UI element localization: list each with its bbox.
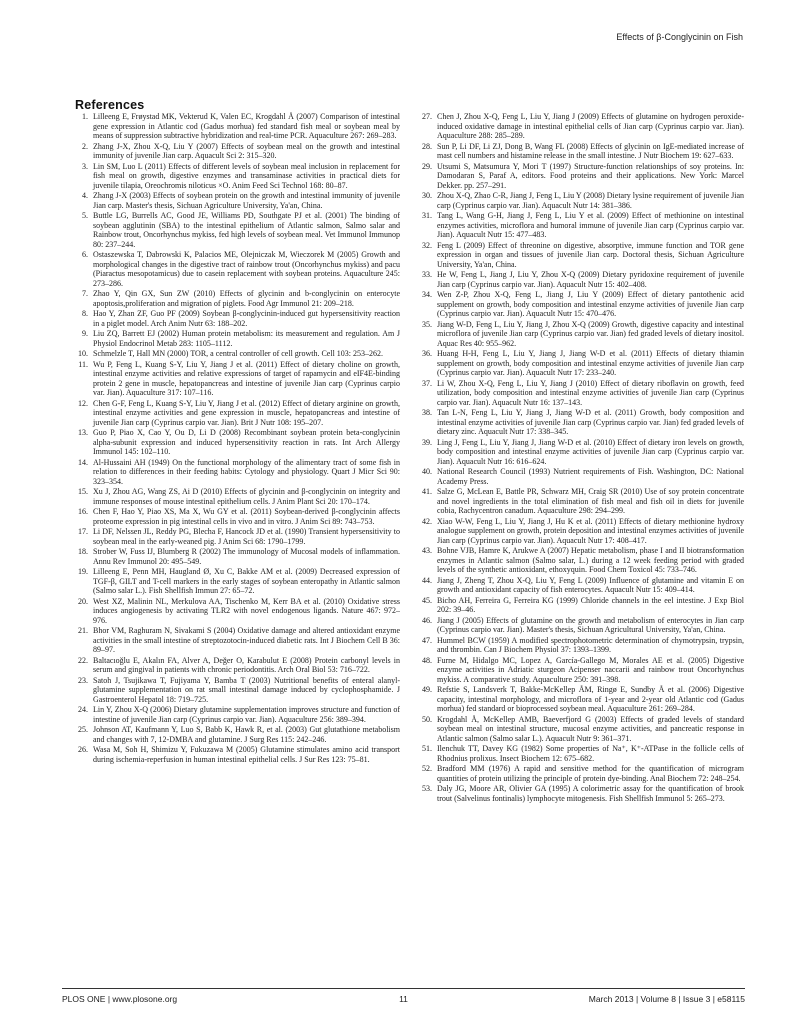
reference-number: 5. [82,211,88,220]
reference-number: 48. [422,655,432,665]
reference-text: Liu ZQ, Barrett EJ (2002) Human protein metabolism: its measurement and regulation. Am J Physiol Endocrinol Metab 283: 1105–1112. [93,329,400,348]
reference-number: 47. [422,635,432,645]
reference-item [75,349,400,359]
reference-text: Bicho AH, Ferreira G, Ferreira KG (1999) Chloride channels in the eel intestine. J Exp Biol 202: 39–46. [437,595,744,614]
references-columns [75,112,745,972]
reference-number: 46. [422,615,432,625]
reference-number: 25. [78,725,88,734]
reference-item [419,320,744,349]
reference-number: 51. [422,744,432,753]
reference-number: 11. [78,359,88,369]
reference-text: Li W, Zhou X-Q, Feng L, Liu Y, Jiang J (2010) Effect of dietary riboflavin on growth, feed utilization, body composition and intestinal enzyme activities of juvenile Jian carp (Cyprinus carpio var. Jian). Aquacult Nutr 16: 137–143. [437,378,744,407]
reference-number: 30. [422,191,432,200]
reference-text: Sun P, Li DF, Li ZJ, Dong B, Wang FL (2008) Effects of glycinin on IgE-mediated increase of mast cell numbers and histamine release in the small intestine. J Nutr Biochem 19: 627–633. [437,141,744,160]
reference-item [75,745,400,764]
reference-item [419,764,744,783]
reference-item [419,546,744,575]
reference-number: 28. [422,141,432,151]
reference-item [75,567,400,596]
reference-item [75,360,400,398]
reference-item [75,250,400,288]
reference-item [419,596,744,615]
reference-number: 18. [78,547,88,556]
reference-text: Refstie S, Landsverk T, Bakke-McKellep ÅM, Ringø E, Sundby Å et al. (2006) Digestive capacity, intestinal morphology, and microflora of 1-year and 2-year old Atlantic cod (Gadus morhua) fed standard or bioprocessed soybean meal. Aquaculture 261: 269–284. [437,685,744,713]
reference-item [75,527,400,546]
reference-text: Bohne VJB, Hamre K, Arukwe A (2007) Hepatic metabolism, phase I and II biotransformation enzymes in Atlantic salmon (Salmo salar, L.) during a 12 week feeding period with graded levels of the synthetic antioxidant, ethoxyquin. Food Chem Toxicol 45: 733–746. [437,546,744,574]
references-column-left [75,112,400,972]
reference-item [75,112,400,141]
reference-number: 3. [82,161,88,171]
reference-number: 50. [422,714,432,724]
reference-item [75,626,400,655]
reference-text: Salze G, McLean E, Battle PR, Schwarz MH, Craig SR (2010) Use of soy protein concentrate and novel ingredients in the total elimination of fish meal and fish oil in diets for juvenile cobia, Rachycentron canadum. Aquaculture 298: 294–299. [437,487,744,515]
reference-item [75,428,400,457]
reference-item [419,191,744,210]
reference-number: 32. [422,240,432,250]
reference-item [419,241,744,270]
reference-text: Lin SM, Luo L (2011) Effects of different levels of soybean meal inclusion in replacement for fish meal on growth, digestive enzymes and transaminase activities in practical diets for juvenile tilapia, Oreochromis niloticus ×O. Anim Feed Sci Technol 168: 80–87. [93,161,400,190]
reference-number: 29. [422,161,432,171]
reference-number: 31. [422,211,432,220]
reference-item [419,162,744,191]
reference-item [419,715,744,744]
reference-text: Tan L-N, Feng L, Liu Y, Jiang J, Jiang W-D et al. (2011) Growth, body composition and intestinal enzyme activities of juvenile Jian carp (Cyprinus carpio var. Jian) fed graded levels of dietary zinc. Aquacult Nutr 17: 338–345. [437,408,744,436]
reference-text: Satoh J, Tsujikawa T, Fujiyama Y, Bamba T (2003) Nutritional benefits of enteral alanyl-glutamine supplementation on rat small intestinal damage induced by cyclophosphamide. J Gastroenterol Hepatol 18: 719–725. [93,675,400,704]
reference-text: Al-Hussaini AH (1949) On the functional morphology of the alimentary tract of some fish in relation to differences in their feeding habits: Cytology and physiology. Quart J Micr Sci 90: 323–354. [93,457,400,486]
reference-item [419,685,744,714]
reference-number: 44. [422,575,432,585]
reference-item [419,576,744,595]
reference-text: Wasa M, Soh H, Shimizu Y, Fukuzawa M (2005) Glutamine stimulates amino acid transport during ischemia-reperfusion in human intestinal epithelial cells. J Sur Res 123: 75–81. [93,745,400,764]
reference-item [75,289,400,308]
references-section-title: References [75,98,145,113]
reference-number: 19. [78,567,88,576]
reference-text: Ilenchuk TT, Davey KG (1982) Some properties of Na⁺, K⁺-ATPase in the follicle cells of Rhodnius prolixus. Insect Biochem 12: 675–682. [437,744,744,763]
reference-number: 52. [422,764,432,773]
reference-number: 21. [78,626,88,635]
reference-text: Zhou X-Q, Zhao C-R, Jiang J, Feng L, Liu Y (2008) Dietary lysine requirement of juvenile Jian carp (Cyprinus carpio var. Jian). Aquacult Nutr 14: 381–386. [437,191,744,210]
reference-item [75,547,400,566]
reference-number: 42. [422,516,432,526]
reference-number: 15. [78,487,88,496]
reference-text: Krogdahl Å, McKellep AMB, Baeverfjord G (2003) Effects of graded levels of standard soybean meal on intestinal structure, mucosal enzyme activities, and pancreatic response in Atlantic salmon (Salmo salar L.). Aquacult Nutr 9: 361–371. [437,714,744,743]
reference-item [419,744,744,763]
reference-number: 37. [422,378,432,388]
reference-text: Xu J, Zhou AG, Wang ZS, Ai D (2010) Effects of glycinin and β-conglycinin on integrity and immune responses of mouse intestinal epithelium cells. J Anim Plant Sci 20: 170–174. [93,487,400,506]
reference-number: 23. [78,675,88,685]
reference-number: 35. [422,319,432,329]
reference-number: 41. [422,487,432,496]
reference-text: Feng L (2009) Effect of threonine on digestive, absorptive, immune function and TOR gene expression in organ and tissues of juvenile Jian carp. Doctoral thesis, Sichuan Agriculture University, Ya'an, China. [437,240,744,269]
reference-text: Hao Y, Zhan ZF, Guo PF (2009) Soybean β-conglycinin-induced gut hypersensitivity reaction in a piglet model. Arch Anim Nutr 63: 188–202. [93,309,400,328]
footer-journal-url: PLOS ONE | www.plosone.org [62,994,178,1004]
reference-number: 53. [422,784,432,793]
reference-text: Ostaszewska T, Dabrowski K, Palacios ME, Olejniczak M, Wieczorek M (2005) Growth and morphological changes in the digestive tract of rainbow trout (Oncorhynchus mykiss) and pacu (Piaractus mesopotamicus) due to casein replacement with soybean proteins. Aquaculture 245: 273–286. [93,250,400,288]
reference-number: 7. [82,289,88,298]
reference-item [75,162,400,191]
reference-text: Wu P, Feng L, Kuang S-Y, Liu Y, Jiang J et al. (2011) Effect of dietary choline on growth, intestinal enzyme activities and relative expressions of target of rapamycin and eIF4E-binding protein 2 gene in muscle, hepatopancreas and intestine of juvenile Jian carp (Cyprinus carpio var. Jian). Aquaculture 317: 107–116. [93,359,400,397]
reference-number: 2. [82,141,88,151]
reference-text: Jiang J (2005) Effects of glutamine on the growth and metabolism of enterocytes in Jian carp (Cyprinus carpio var. Jian). Master's thesis, Sichuan Agricultural University, Ya'an, China. [437,615,744,634]
reference-item [75,507,400,526]
reference-text: Strober W, Fuss IJ, Blumberg R (2002) The immunology of Mucosal models of inflammation. Annu Rev Immunol 20: 495–549. [93,547,400,566]
reference-number: 12. [78,398,88,408]
page-footer [62,994,745,1004]
reference-item [419,142,744,161]
reference-text: Jiang W-D, Feng L, Liu Y, Jiang J, Zhou X-Q (2009) Growth, digestive capacity and intestinal microflora of juvenile Jian carp (Cyprinus carpio var. Jian) fed graded levels of dietary inositol. Aquac Res 40: 955–962. [437,319,744,348]
reference-number: 34. [422,290,432,299]
reference-text: Zhang J-X (2003) Effects of soybean protein on the growth and intestinal immunity of juvenile Jian carp. Master's thesis, Sichuan Agriculture University, Ya'an, China. [93,191,400,210]
reference-item [419,467,744,486]
reference-item [75,458,400,487]
reference-item [419,487,744,516]
reference-text: Buttle LG, Burrells AC, Good JE, Williams PD, Southgate PJ et al. (2001) The binding of soybean agglutinin (SBA) to the intestinal epithelium of Atlantic salmon, Salmo salar and Rainbow trout, Oncorhynchus mykiss, fed high levels of soybean meal. Vet Immunol Immunop 80: 237–244. [93,211,400,249]
reference-number: 14. [78,457,88,467]
reference-number: 10. [78,349,88,358]
reference-item [419,379,744,408]
reference-text: Xiao W-W, Feng L, Liu Y, Jiang J, Hu K et al. (2011) Effects of dietary methionine hydroxy analogue supplement on growth, protein deposition and intestinal enzymes activities of juvenile Jian carp (Cyprinus carpio var. Jian). Aquacult Nutr 17: 408–417. [437,516,744,545]
reference-item [419,270,744,289]
reference-text: Daly JG, Moore AR, Olivier GA (1995) A colorimetric assay for the quantification of brook trout (Salvelinus fontinalis) lymphocyte mitogenesis. Fish Shellfish Immunol 5: 265–273. [437,784,744,803]
reference-text: Wen Z-P, Zhou X-Q, Feng L, Jiang J, Liu Y (2009) Effect of dietary pantothenic acid supplement on growth, body composition and intestinal enzyme activities of juvenile Jian carp (Cyprinus carpio var. Jian). Aquacult Nutr 15: 470–476. [437,290,744,318]
reference-number: 27. [422,112,432,121]
reference-number: 40. [422,467,432,476]
reference-number: 26. [78,745,88,754]
reference-text: Jiang J, Zheng T, Zhou X-Q, Liu Y, Feng L (2009) Influence of glutamine and vitamin E on growth and antioxidant capacity of fish enterocytes. Aquacult Nutr 15: 409–414. [437,575,744,594]
reference-text: Huang H-H, Feng L, Liu Y, Jiang J, Jiang W-D et al. (2011) Effects of dietary thiamin supplement on growth, body composition and intestinal enzyme activities of juvenile Jian carp (Cyprinus carpio var. Jian). Aquacult Nutr 17: 233–240. [437,349,744,377]
reference-item [75,597,400,626]
reference-number: 22. [78,655,88,665]
reference-text: Utsumi S, Matsumura Y, Mori T (1997) Structure-function relationships of soy proteins. In: Damodaran S, Paraf A, editors. Food proteins and their applications. New York: Marcel Dekker. pp. 257–291. [437,161,744,190]
reference-number: 13. [78,428,88,437]
reference-item [419,636,744,655]
reference-text: Bhor VM, Raghuram N, Sivakami S (2004) Oxidative damage and altered antioxidant enzyme activities in the small intestine of streptozotocin-induced diabetic rats. Int J Biochem Cell B 36: 89–97. [93,626,400,654]
reference-text: Lilleeng E, Frøystad MK, Vekterud K, Valen EC, Krogdahl Å (2007) Comparison of intestinal gene expression in Atlantic cod (Gadus morhua) fed standard fish meal or soybean meal by means of suppression subtractive hybridization and real-time PCR. Aquaculture 267: 269–283. [93,112,400,140]
reference-item [75,399,400,428]
reference-text: Schmelzle T, Hall MN (2000) TOR, a central controller of cell growth. Cell 103: 253–262. [93,349,384,358]
reference-item [419,438,744,467]
reference-text: Zhao Y, Qin GX, Sun ZW (2010) Effects of glycinin and b-conglycinin on enterocyte apoptosis,proliferation and migration of piglets. Food Agr Immunol 21: 209–218. [93,289,400,308]
reference-item [75,309,400,328]
running-title: Effects of β-Conglycinin on Fish [616,32,743,42]
reference-item [75,705,400,724]
reference-text: Guo P, Piao X, Cao Y, Ou D, Li D (2008) Recombinant soybean protein beta-conglycinin alpha-subunit expression and induced hypersensitivity reaction in rats. Int Arch Allergy Immunol 145: 102–110. [93,428,400,456]
reference-number: 4. [82,191,88,200]
reference-item [419,112,744,141]
reference-text: Baltacıoğlu E, Akalın FA, Alver A, Değer O, Karabulut E (2008) Protein carbonyl levels in serum and gingival in patients with chronic periodontitis. Arch Oral Biol 53: 716–722. [93,655,400,674]
reference-number: 9. [82,329,88,338]
reference-number: 24. [78,705,88,714]
reference-item [419,656,744,685]
reference-text: Johnson AT, Kaufmann Y, Luo S, Babb K, Hawk R, et al. (2003) Gut glutathione metabolism and changes with 7, 12-DMBA and glutamine. J Surg Res 115: 242–246. [93,725,400,744]
reference-item [419,517,744,546]
reference-number: 36. [422,349,432,358]
reference-text: Bradford MM (1976) A rapid and sensitive method for the quantification of microgram quantities of protein utilizing the principle of protein dye-binding. Anal Biochem 72: 248–254. [437,764,744,783]
reference-text: Ling J, Feng L, Liu Y, Jiang J, Jiang W-D et al. (2010) Effect of dietary iron levels on growth, body composition and intestinal enzyme activities of juvenile Jian carp (Cyprinus carpio var. Jian). Aquacult Nutr 16: 616–624. [437,437,744,466]
reference-item [75,725,400,744]
reference-text: National Research Council (1993) Nutrient requirements of Fish. Washington, DC: National Academy Press. [437,467,744,486]
reference-item [419,290,744,319]
reference-text: He W, Feng L, Jiang J, Liu Y, Zhou X-Q (2009) Dietary pyridoxine requirement of juvenile Jian carp (Cyprinus carpio var. Jian). Aquacult Nutr 15: 402–408. [437,270,744,289]
reference-number: 20. [78,596,88,606]
reference-item [419,616,744,635]
reference-number: 45. [422,595,432,605]
reference-number: 49. [422,685,432,694]
reference-item [75,329,400,348]
reference-number: 39. [422,437,432,447]
reference-item [75,191,400,210]
reference-item [75,142,400,161]
reference-item [419,211,744,240]
reference-number: 33. [422,270,432,279]
reference-item [75,656,400,675]
reference-number: 17. [78,527,88,536]
reference-item [75,487,400,506]
references-column-right [419,112,744,972]
reference-item [419,349,744,378]
reference-text: Lin Y, Zhou X-Q (2006) Dietary glutamine supplementation improves structure and function of intestine of juvenile Jian carp (Cyprinus carpio var. Jian). Aquaculture 256: 389–394. [93,705,400,724]
reference-item [419,784,744,803]
reference-item [75,211,400,249]
reference-number: 38. [422,408,432,417]
reference-text: Chen J, Zhou X-Q, Feng L, Liu Y, Jiang J (2009) Effects of glutamine on hydrogen peroxide-induced oxidative damage in intestinal epithelial cells of Jian carp (Cyprinus carpio var. Jian). Aquaculture 288: 285–289. [437,112,744,140]
reference-number: 43. [422,546,432,555]
reference-number: 1. [82,112,88,121]
reference-item [75,676,400,705]
reference-text: Furne M, Hidalgo MC, Lopez A, García-Gallego M, Morales AE et al. (2005) Digestive enzyme activities in Adriatic sturgeon Acipenser naccarii and rainbow trout Oncorhynchus mykiss. A comparative study. Aquaculture 250: 391–398. [437,655,744,684]
reference-text: Chen F, Hao Y, Piao XS, Ma X, Wu GY et al. (2011) Soybean-derived β-conglycinin affects proteome expression in pig intestinal cells in vivo and in vitro. J Anim Sci 89: 743–753. [93,507,400,526]
reference-number: 16. [78,507,88,516]
reference-text: Lilleeng E, Penn MH, Haugland Ø, Xu C, Bakke AM et al. (2009) Decreased expression of TGF-β, GILT and T-cell markers in the early stages of soybean enteropathy in Atlantic salmon (Salmo salar L.). Fish Shellfish Immun 27: 65–72. [93,567,400,595]
reference-text: Tang L, Wang G-H, Jiang J, Feng L, Liu Y et al. (2009) Effect of methionine on intestinal enzymes activities, microflora and humoral immune of juvenile Jian carp (Cyprinus carpio var. Jian). Aquacult Nutr 15: 477–483. [437,211,744,239]
footer-divider [62,988,745,989]
reference-text: Chen G-F, Feng L, Kuang S-Y, Liu Y, Jiang J et al. (2012) Effect of dietary arginine on growth, intestinal enzyme activities and gene expression in muscle, hepatopancreas and intestine of juvenile Jian carp (Cyprinus carpio var. Jian). Brit J Nutr 108: 195–207. [93,398,400,427]
reference-number: 8. [82,309,88,318]
footer-page-number: 11 [399,994,408,1004]
reference-text: Li DF, Nelssen JL, Reddy PG, Blecha F, Hancock JD et al. (1990) Transient hypersensitivity to soybean meal in the early-weaned pig. J Anim Sci 68: 1790–1799. [93,527,400,546]
reference-number: 6. [82,250,88,259]
reference-item [419,408,744,437]
footer-issue-info: March 2013 | Volume 8 | Issue 3 | e58115 [588,994,745,1004]
reference-text: Hummel BCW (1959) A modified spectrophotometric determination of chymotrypsin, trypsin, and thrombin. Can J Biochem Physiol 37: 1393–1399. [437,635,744,654]
reference-text: West XZ, Malinin NL, Merkulova AA, Tischenko M, Kerr BA et al. (2010) Oxidative stress induces angiogenesis by activating TLR2 with novel endogenous ligands. Nature 467: 972–976. [93,596,400,625]
reference-text: Zhang J-X, Zhou X-Q, Liu Y (2007) Effects of soybean meal on the growth and intestinal immunity of juvenile Jian carp. Aquacult Sci 2: 315–320. [93,141,400,160]
